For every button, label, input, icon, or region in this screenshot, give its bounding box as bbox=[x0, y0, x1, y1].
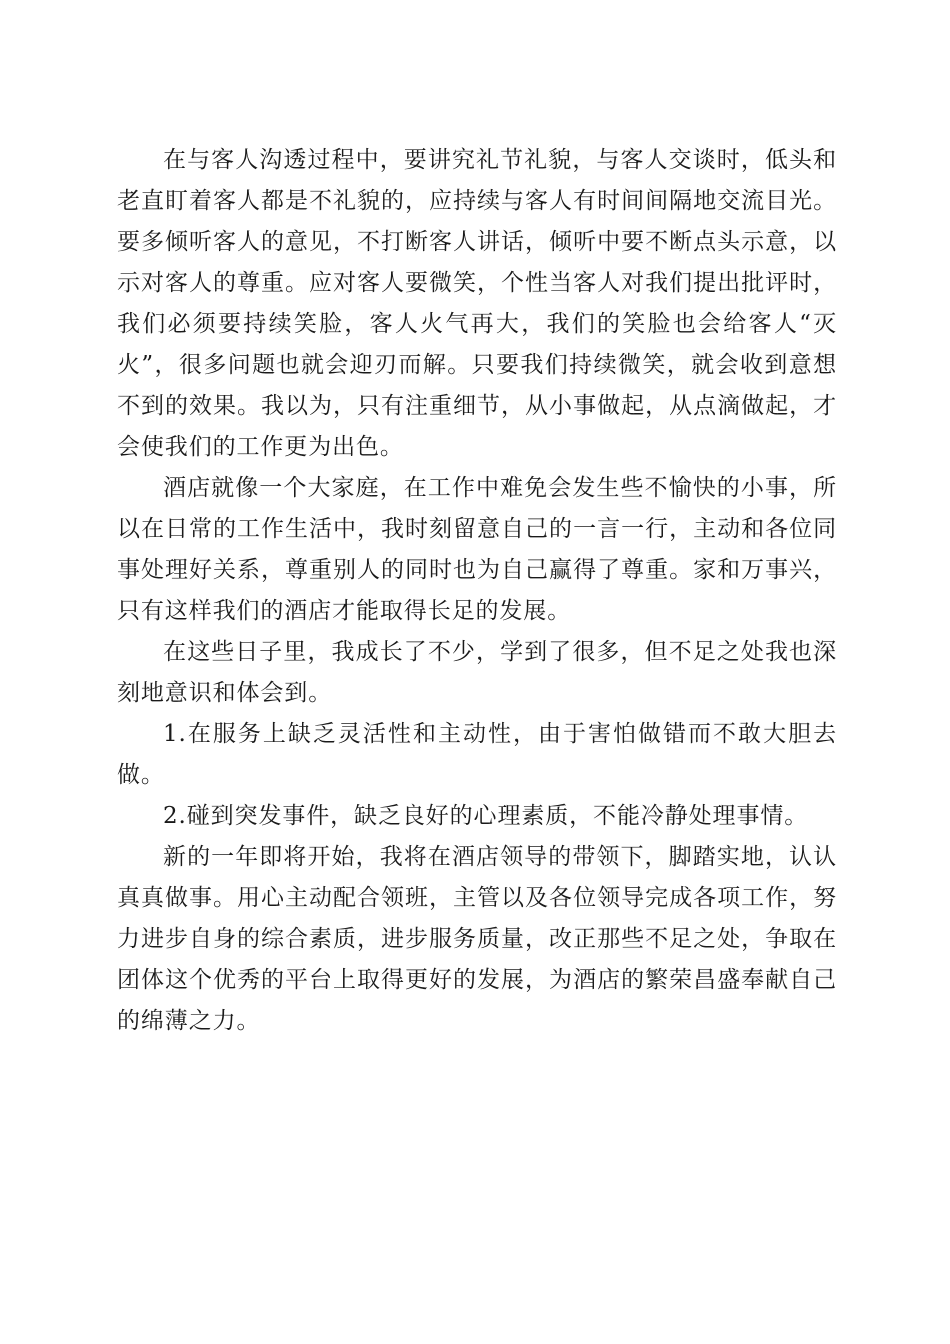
paragraph-etiquette: 在与客人沟透过程中，要讲究礼节礼貌，与客人交谈时，低头和老直盯着客人都是不礼貌的，应持续与客人有时间间隔地交流目光。要多倾听客人的意见，不打断客人讲话，倾听中要不断点头示意，以示对客人的尊重。应对客人要微笑，个性当客人对我们提出批评时，我们必须要持续笑脸，客人火气再大，我们的笑脸也会给客人“灭火”，很多问题也就会迎刃而解。只要我们持续微笑，就会收到意想不到的效果。我以为，只有注重细节，从小事做起，从点滴做起，才会使我们的工作更为出色。 bbox=[117, 147, 837, 460]
paragraph-hotel-family: 酒店就像一个大家庭，在工作中难免会发生些不愉快的小事，所以在日常的工作生活中，我时刻留意自己的一言一行，主动和各位同事处理好关系，尊重别人的同时也为自己赢得了尊重。家和万事兴，只有这样我们的酒店才能取得长足的发展。 bbox=[117, 475, 837, 624]
paragraph-new-year-plan: 新的一年即将开始，我将在酒店领导的带领下，脚踏实地，认认真真做事。用心主动配合领班，主管以及各位领导完成各项工作，努力进步自身的综合素质，进步服务质量，改正那些不足之处，争取在团体这个优秀的平台上取得更好的发展，为酒店的繁荣昌盛奉献自己的绵薄之力。 bbox=[117, 844, 837, 1034]
document-page bbox=[117, 140, 837, 1042]
paragraph-growth: 在这些日子里，我成长了不少，学到了很多，但不足之处我也深刻地意识和体会到。 bbox=[117, 639, 837, 706]
list-item-shortcoming-1: 1.在服务上缺乏灵活性和主动性，由于害怕做错而不敢大胆去做。 bbox=[117, 721, 837, 788]
list-item-shortcoming-2: 2.碰到突发事件，缺乏良好的心理素质，不能冷静处理事情。 bbox=[163, 803, 809, 829]
